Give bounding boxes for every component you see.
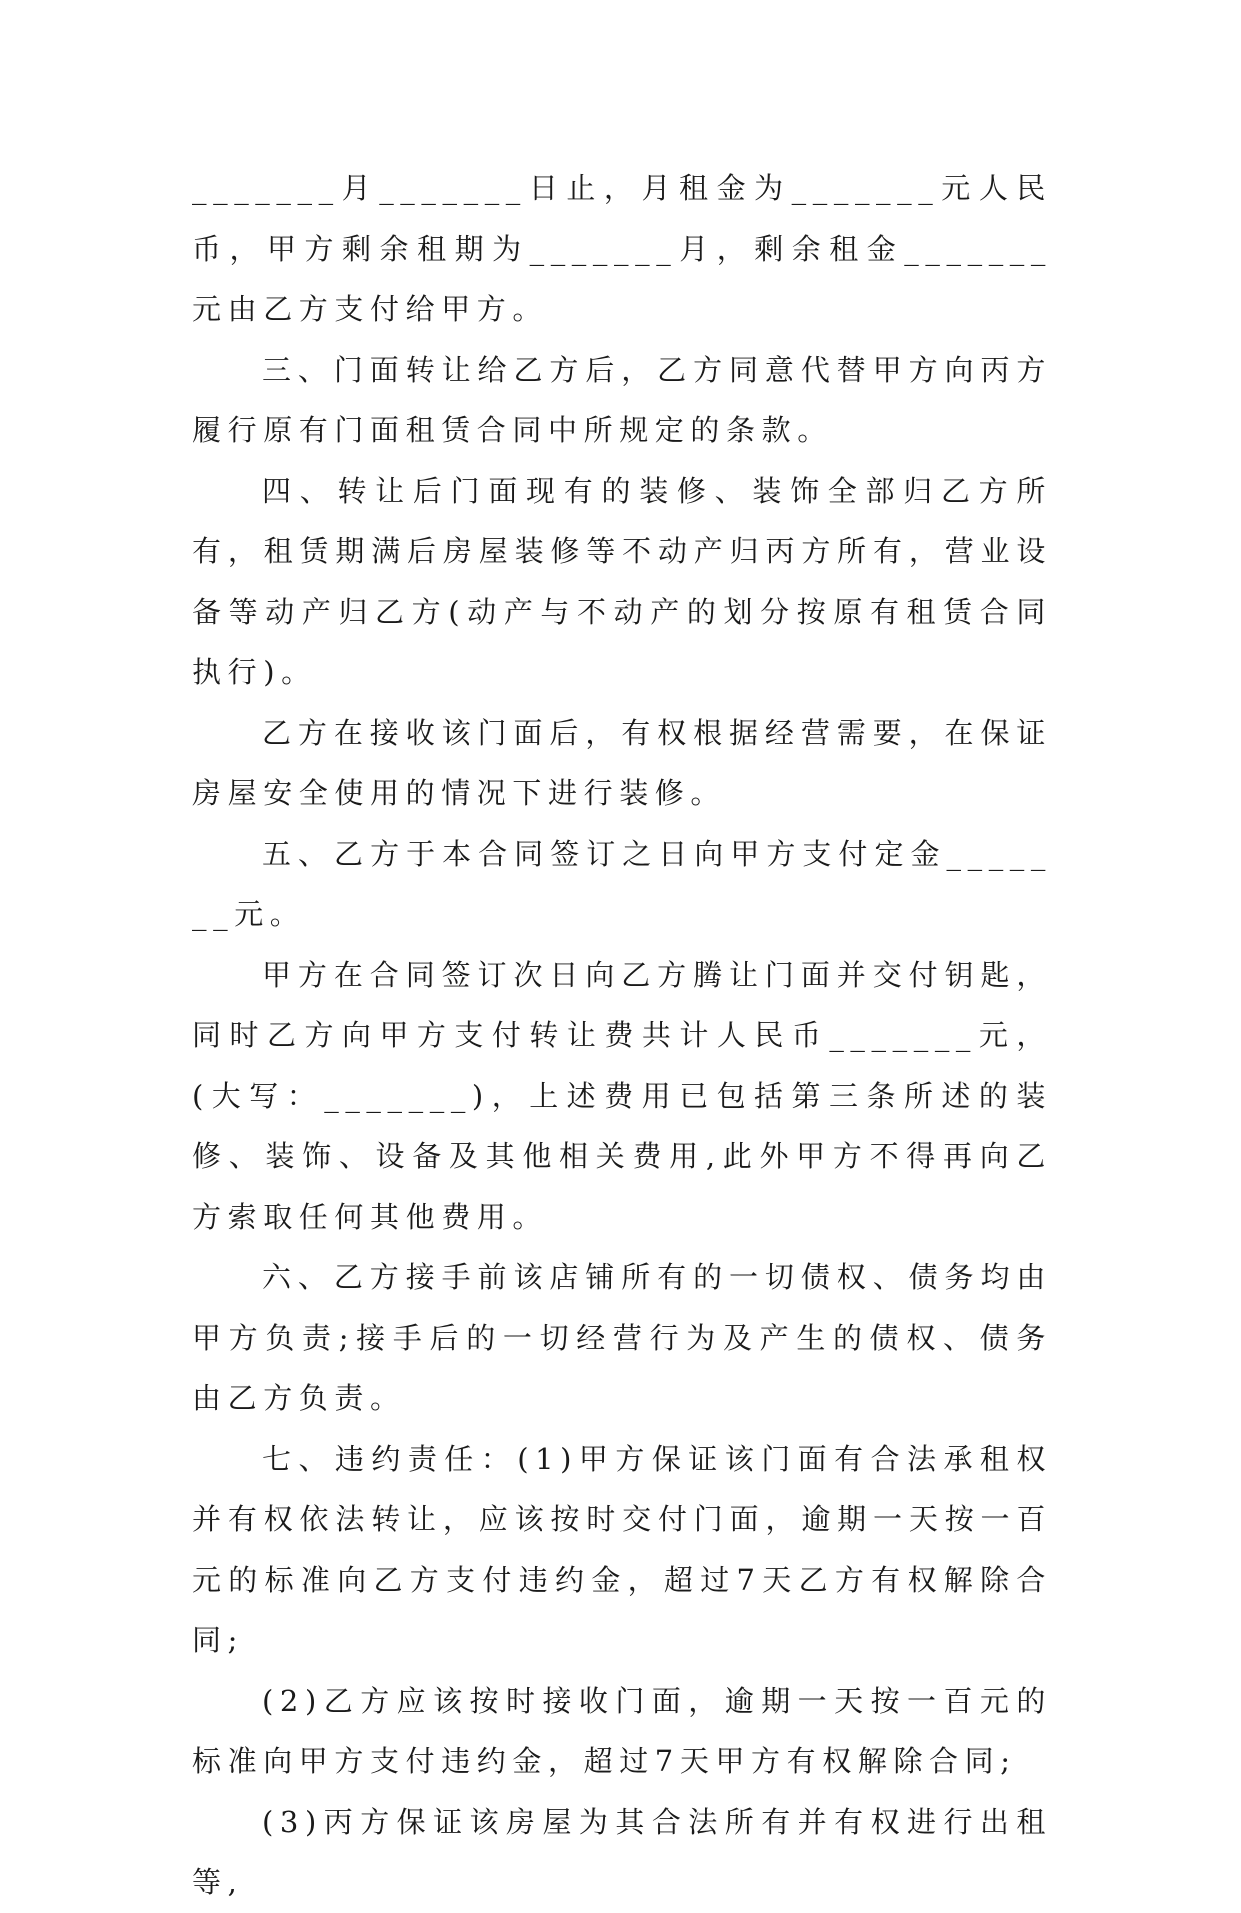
paragraph-clause-5: 五、乙方于本合同签订之日向甲方支付定金_______元。: [192, 836, 1052, 931]
paragraph-clause-7-3: (3)丙方保证该房屋为其合法所有并有权进行出租等,: [192, 1804, 1052, 1899]
document-page: [192, 158, 1052, 1913]
paragraph-rent-terms: _______月_______日止，月租金为_______元人民币，甲方剩余租期为_______月，剩余租金_______元由乙方支付给甲方。: [192, 171, 1052, 326]
paragraph-clause-3: 三、门面转让给乙方后，乙方同意代替甲方向丙方履行原有门面租赁合同中所规定的条款。: [192, 352, 1052, 447]
paragraph-clause-7-2: (2)乙方应该按时接收门面，逾期一天按一百元的标准向甲方支付违约金，超过7天甲方有权解除合同;: [192, 1683, 1052, 1778]
paragraph-clause-6: 六、乙方接手前该店铺所有的一切债权、债务均由甲方负责;接手后的一切经营行为及产生的债权、债务由乙方负责。: [192, 1260, 1052, 1415]
paragraph-clause-4: 四、转让后门面现有的装修、装饰全部归乙方所有，租赁期满后房屋装修等不动产归丙方所有，营业设备等动产归乙方(动产与不动产的划分按原有租赁合同执行)。: [192, 473, 1052, 689]
paragraph-renovation: 乙方在接收该门面后，有权根据经营需要，在保证房屋安全使用的情况下进行装修。: [192, 715, 1052, 810]
paragraph-clause-7: 七、违约责任：(1)甲方保证该门面有合法承租权并有权依法转让，应该按时交付门面，逾期一天按一百元的标准向乙方支付违约金，超过7天乙方有权解除合同;: [192, 1441, 1052, 1657]
paragraph-transfer-fee: 甲方在合同签订次日向乙方腾让门面并交付钥匙，同时乙方向甲方支付转让费共计人民币_______元，(大写：_______)，上述费用已包括第三条所述的装修、装饰、设备及其他相关费用,此外甲方不得再向乙方索取任何其他费用。: [192, 957, 1052, 1234]
